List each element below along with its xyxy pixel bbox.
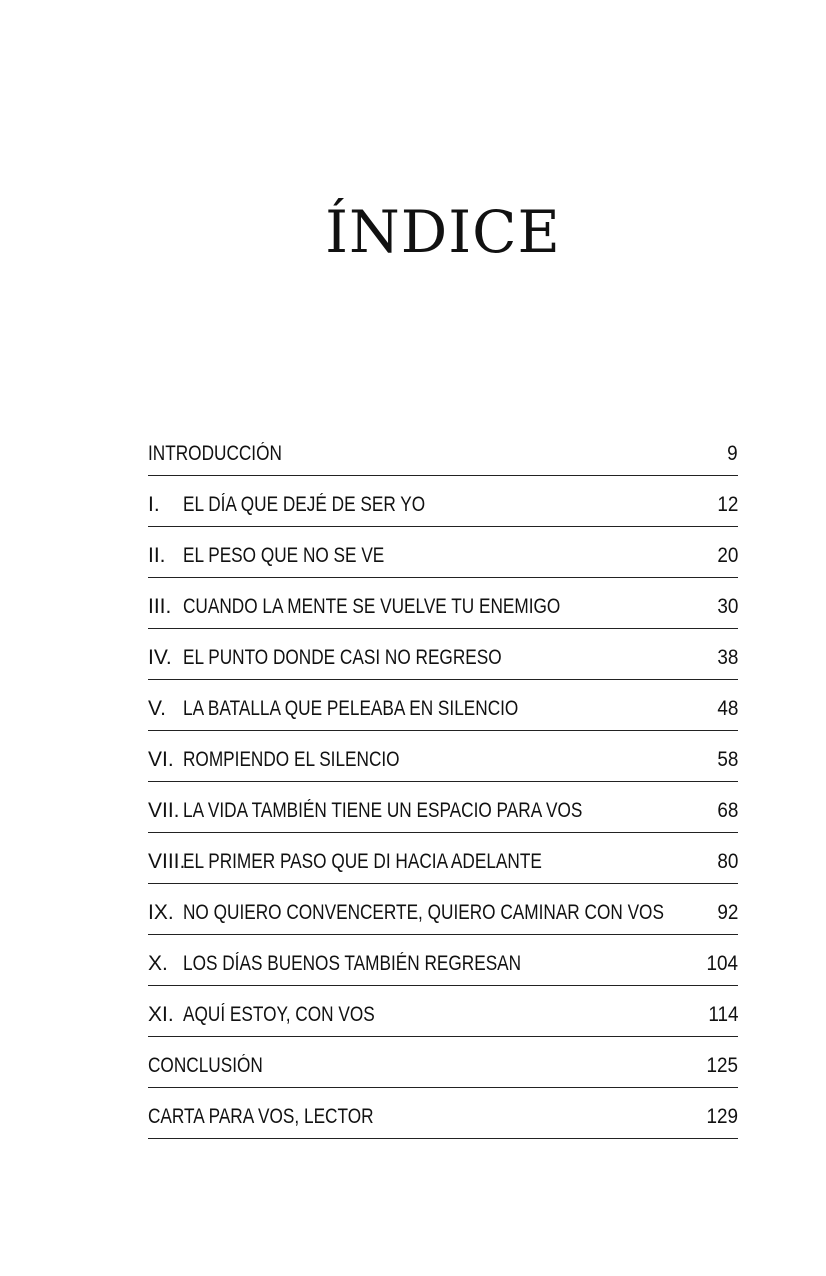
toc-entry-number: VI. <box>148 748 174 771</box>
toc-entry-title: CONCLUSIÓN <box>148 1054 263 1077</box>
toc-entry-title: CUANDO LA MENTE SE VUELVE TU ENEMIGO <box>183 595 561 618</box>
toc-entry[interactable] <box>148 986 738 1037</box>
toc-entry-page: 68 <box>716 799 738 822</box>
toc-entry-page: 9 <box>727 442 738 465</box>
toc-entry-page: 38 <box>716 646 738 669</box>
toc-entry-title: INTRODUCCIÓN <box>148 442 282 465</box>
toc-entry-page: 125 <box>706 1054 738 1077</box>
toc-entry-number: III. <box>148 595 172 618</box>
toc-entry[interactable] <box>148 884 738 935</box>
toc-entry[interactable] <box>148 1088 738 1139</box>
toc-entry-page: 12 <box>716 493 738 516</box>
toc-entry-title: LOS DÍAS BUENOS TAMBIÉN REGRESAN <box>183 952 522 975</box>
toc-entry-page: 48 <box>716 697 738 720</box>
toc-entry-page: 20 <box>716 544 738 567</box>
toc-entry-title: EL PESO QUE NO SE VE <box>183 544 385 567</box>
toc-entry[interactable] <box>148 833 738 884</box>
toc-entry-number: VII. <box>148 799 180 822</box>
page-title: ÍNDICE <box>325 198 561 266</box>
toc-entry-page: 58 <box>716 748 738 771</box>
toc-entry[interactable] <box>148 578 738 629</box>
toc-entry-title: NO QUIERO CONVENCERTE, QUIERO CAMINAR CON VOS <box>183 901 664 924</box>
toc-entry-page: 92 <box>716 901 738 924</box>
toc-entry-page: 104 <box>706 952 738 975</box>
toc-entry[interactable] <box>148 1037 738 1088</box>
toc-entry[interactable] <box>148 731 738 782</box>
toc-entry-number: XI. <box>148 1003 174 1026</box>
toc-entry[interactable] <box>148 935 738 986</box>
toc-entry-title: AQUÍ ESTOY, CON VOS <box>183 1003 375 1026</box>
toc-entry-title: EL PUNTO DONDE CASI NO REGRESO <box>183 646 502 669</box>
toc-entry-page: 129 <box>706 1105 738 1128</box>
toc-entry-number: II. <box>148 544 166 567</box>
toc-entry[interactable] <box>148 476 738 527</box>
toc-entry-number: IV. <box>148 646 172 669</box>
toc-entry-number: I. <box>148 493 160 516</box>
toc-entry-number: VIII. <box>148 850 186 873</box>
toc-entry-number: X. <box>148 952 168 975</box>
toc-entry[interactable] <box>148 425 738 476</box>
toc-entry-title: CARTA PARA VOS, LECTOR <box>148 1105 374 1128</box>
toc-entry-title: EL PRIMER PASO QUE DI HACIA ADELANTE <box>183 850 542 873</box>
toc-entry-number: V. <box>148 697 166 720</box>
table-of-contents <box>148 425 738 1139</box>
toc-entry-page: 80 <box>716 850 738 873</box>
toc-entry[interactable] <box>148 782 738 833</box>
toc-entry-title: LA VIDA TAMBIÉN TIENE UN ESPACIO PARA VOS <box>183 799 583 822</box>
toc-entry-page: 114 <box>707 1003 738 1026</box>
toc-entry-title: EL DÍA QUE DEJÉ DE SER YO <box>183 493 426 516</box>
toc-entry[interactable] <box>148 527 738 578</box>
toc-entry[interactable] <box>148 629 738 680</box>
toc-entry-number: IX. <box>148 901 174 924</box>
toc-entry[interactable] <box>148 680 738 731</box>
toc-entry-title: LA BATALLA QUE PELEABA EN SILENCIO <box>183 697 519 720</box>
toc-entry-page: 30 <box>716 595 738 618</box>
toc-entry-title: ROMPIENDO EL SILENCIO <box>183 748 400 771</box>
